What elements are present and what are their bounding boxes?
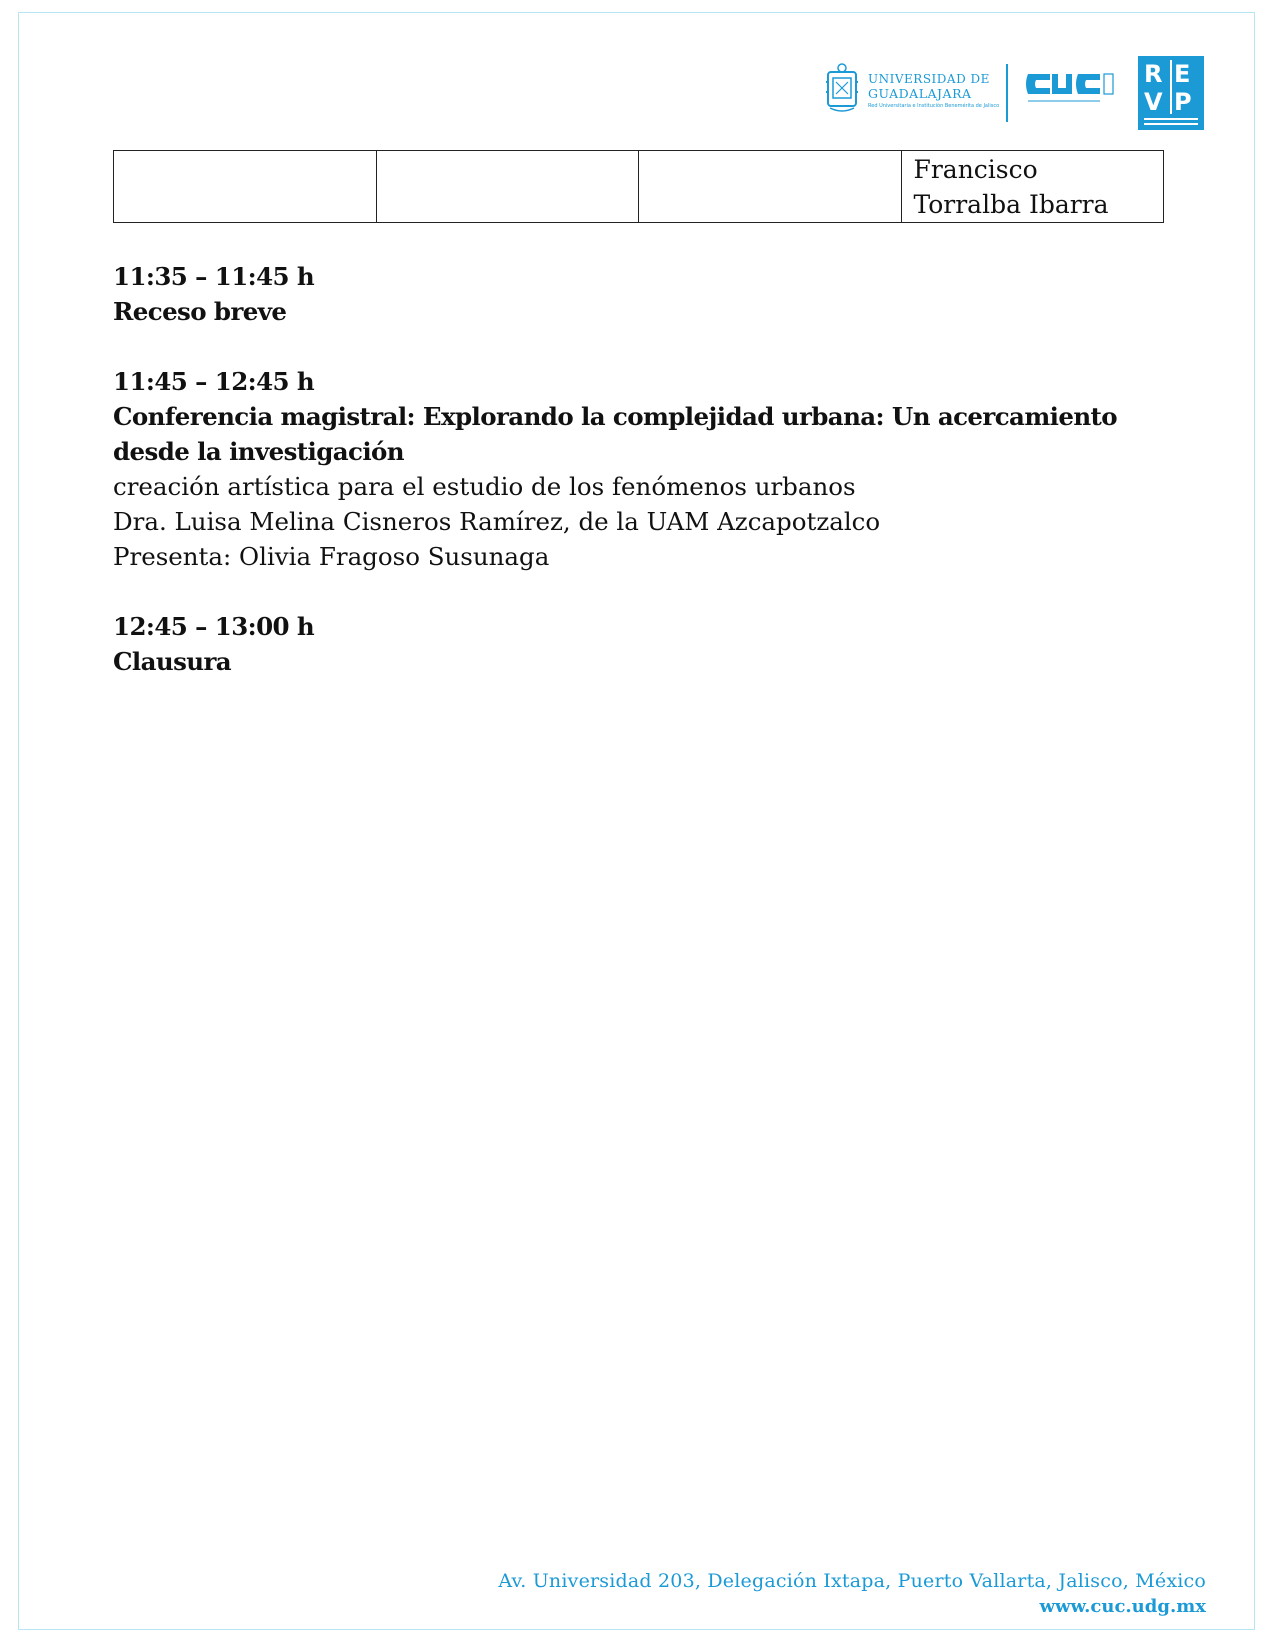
udg-name-line1: UNIVERSIDAD DE bbox=[868, 72, 990, 86]
table-cell bbox=[376, 151, 639, 223]
riep-logo bbox=[1138, 56, 1204, 130]
table-cell-name: Francisco Torralba Ibarra bbox=[901, 151, 1164, 223]
footer-address: Av. Universidad 203, Delegación Ixtapa, Puerto Vallarta, Jalisco, México bbox=[498, 1570, 1206, 1592]
cuc-logo bbox=[1024, 68, 1114, 110]
udg-seal-icon bbox=[824, 62, 860, 114]
program-item-closing bbox=[113, 609, 1173, 679]
footer-url[interactable]: www.cuc.udg.mx bbox=[1039, 1596, 1206, 1617]
program-item-recess bbox=[113, 259, 1173, 329]
table-row bbox=[114, 151, 1164, 223]
table-cell bbox=[114, 151, 377, 223]
table-cell bbox=[639, 151, 902, 223]
svg-text:V: V bbox=[1144, 88, 1163, 116]
program-time: 11:45 – 12:45 h bbox=[113, 367, 315, 396]
program-title: Receso breve bbox=[113, 297, 287, 326]
header-divider bbox=[1006, 64, 1008, 122]
program-description: creación artística para el estudio de los fenómenos urbanos bbox=[113, 472, 856, 501]
participants-table bbox=[113, 150, 1164, 223]
program-speaker: Dra. Luisa Melina Cisneros Ramírez, de la UAM Azcapotzalco bbox=[113, 507, 881, 536]
program-title: Clausura bbox=[113, 647, 232, 676]
svg-text:R: R bbox=[1144, 60, 1163, 88]
program-time: 11:35 – 11:45 h bbox=[113, 262, 315, 291]
program-presenter: Presenta: Olivia Fragoso Susunaga bbox=[113, 542, 550, 571]
svg-text:E: E bbox=[1174, 60, 1191, 88]
svg-text:P: P bbox=[1174, 88, 1192, 116]
page-frame bbox=[18, 12, 1255, 1630]
program-item-keynote bbox=[113, 364, 1173, 574]
program-title: Conferencia magistral: Explorando la complejidad urbana: Un acercamiento desde la investigación bbox=[113, 402, 1118, 466]
udg-name-line2: GUADALAJARA bbox=[868, 86, 972, 101]
program-time: 12:45 – 13:00 h bbox=[113, 612, 315, 641]
udg-subtitle: Red Universitaria e Institución Benemérita de Jalisco bbox=[868, 103, 1000, 109]
udg-logo bbox=[824, 62, 1000, 120]
